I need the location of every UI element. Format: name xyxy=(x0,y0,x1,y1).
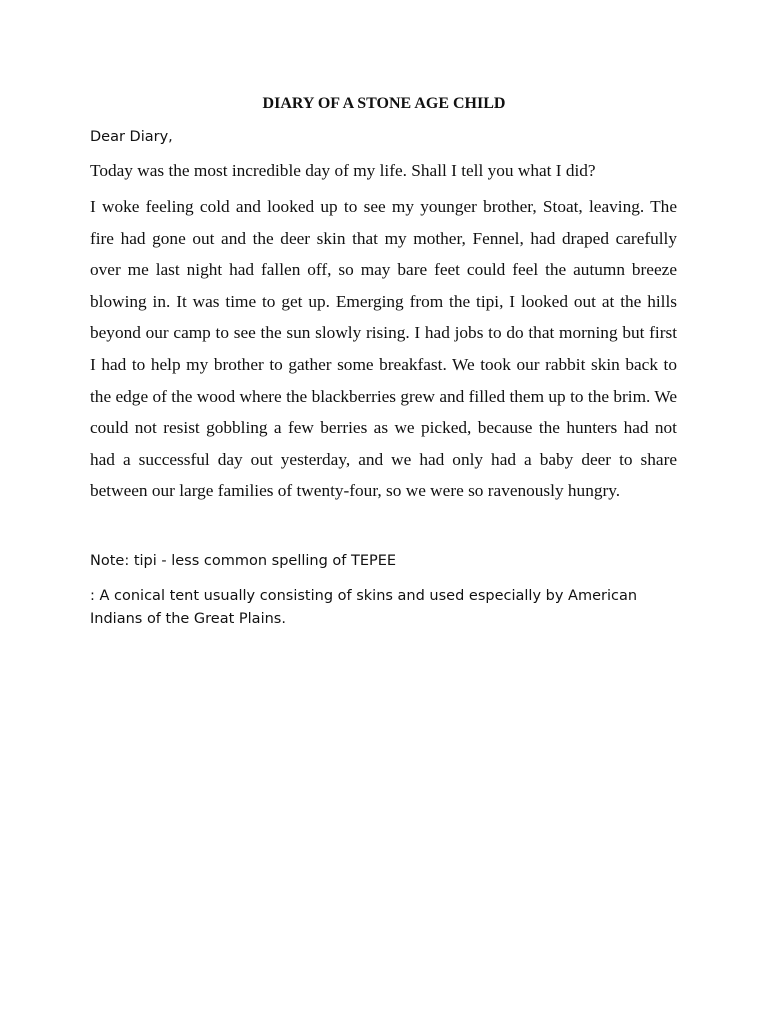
note-text: Note: tipi - less common spelling of TEPEE xyxy=(90,553,397,569)
intro-paragraph: Today was the most incredible day of my life. Shall I tell you what I did? xyxy=(90,161,596,180)
definition-text: : A conical tent usually consisting of skins and used especially by American Indians of the Great Plains. xyxy=(90,588,638,627)
document-title: DIARY OF A STONE AGE CHILD xyxy=(262,95,506,112)
salutation-text: Dear Diary, xyxy=(90,129,173,145)
diary-body-paragraph: I woke feeling cold and looked up to see my younger brother, Stoat, leaving. The fire had gone out and the deer skin that my mother, Fennel, had draped carefully over me last night had fallen off, so may bare feet could feel the autumn breeze blowing in. It was time to get up. Emerging from the tipi, I looked out at the hills beyond our camp to see the sun slowly rising. I had jobs to do that morning but first I had to help my brother to gather some breakfast. We took our rabbit skin back to the edge of the wood where the blackberries grew and filled them up to the brim. We could not resist gobbling a few berries as we picked, because the hunters had not had a successful day out yesterday, and we had only had a baby deer to share between our large families of twenty-four, so we were so ravenously hungry. xyxy=(90,197,677,501)
